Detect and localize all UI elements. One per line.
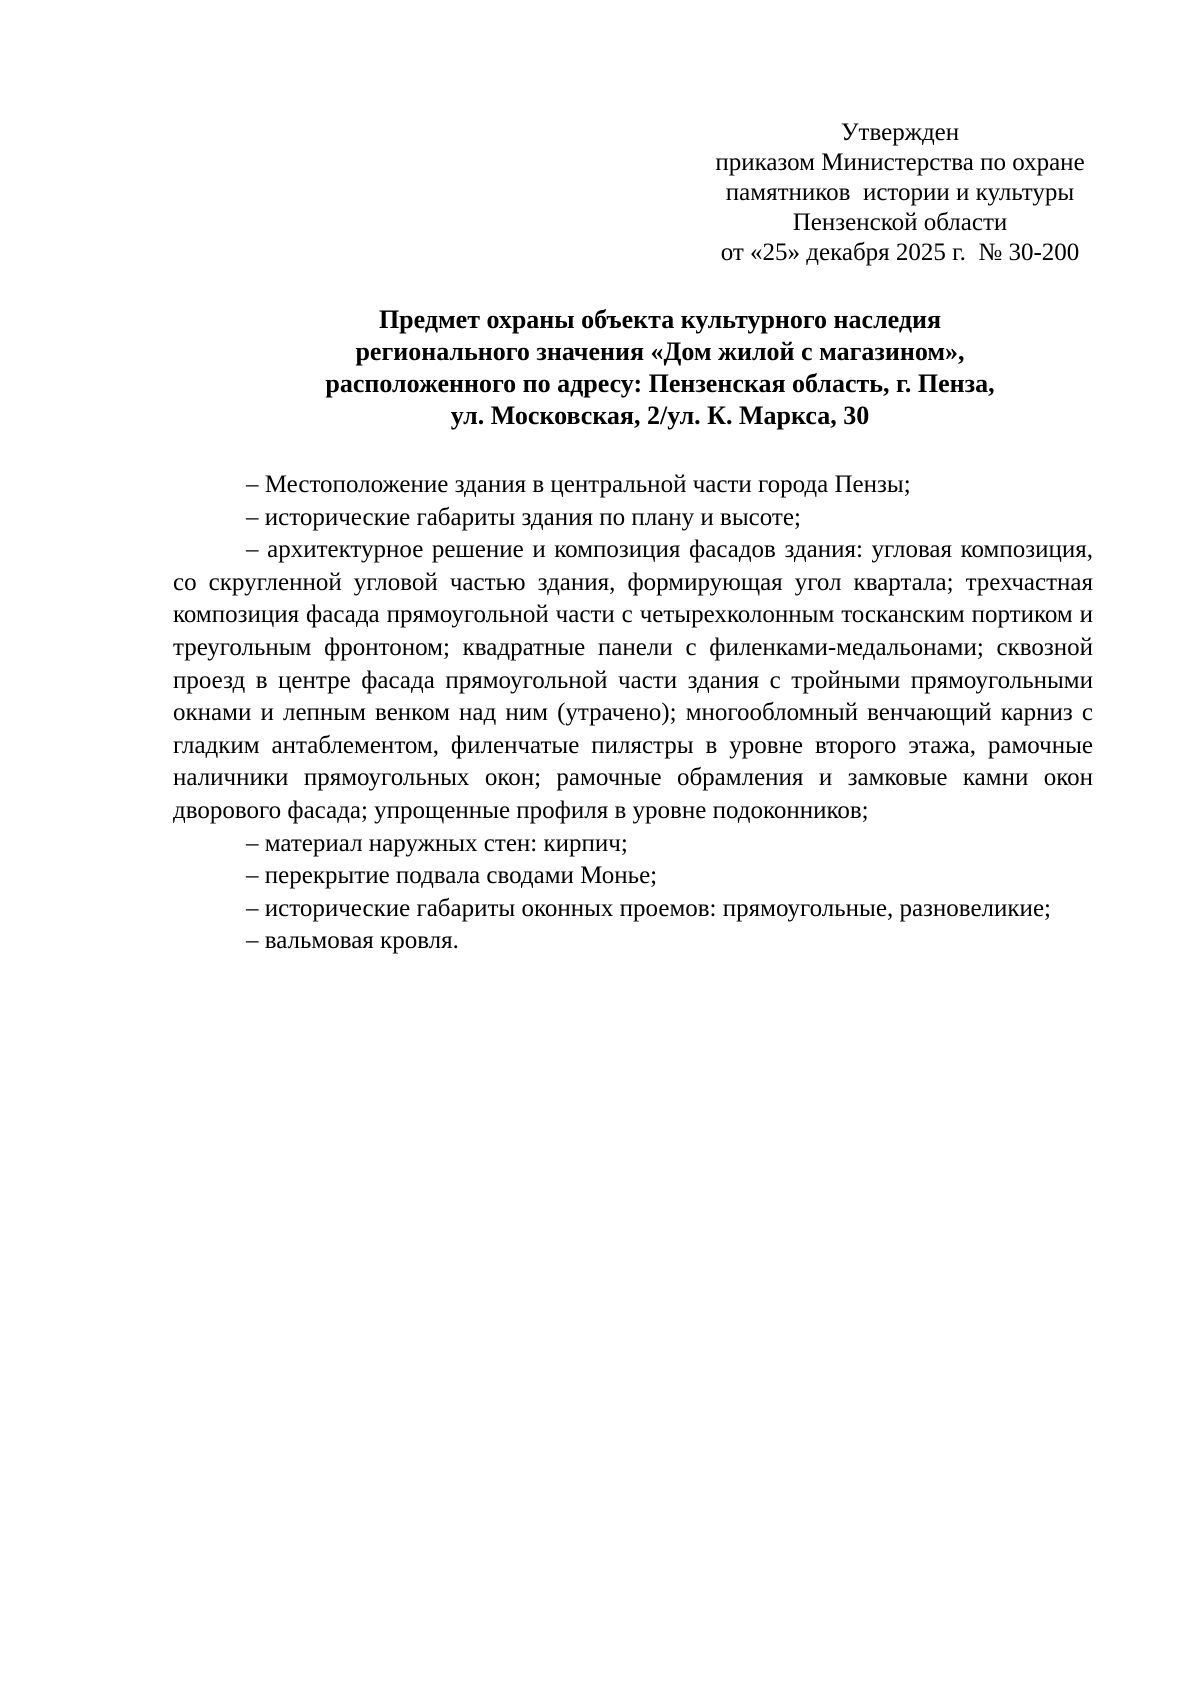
list-item-roof: – вальмовая кровля. [246,927,459,955]
list-item-wall-material: – материал наружных стен: кирпич; [246,829,628,857]
approval-line-order: приказом Министерства по охране [715,149,1085,176]
list-item-basement-ceiling: – перекрытие подвала сводами Монье; [246,862,658,890]
approval-line-region: Пензенской области [792,209,1008,236]
title-line-1: Предмет охраны объекта культурного наследия [378,305,942,334]
title-line-4: ул. Московская, 2/ул. К. Маркса, 30 [450,401,870,430]
title-line-3: расположенного по адресу: Пензенская область, г. Пенза, [325,369,995,398]
protection-items-list [173,469,1093,958]
list-item-dimensions: – исторические габариты здания по плану и высоте; [246,503,801,531]
document-title [250,304,1070,432]
approval-line-date-number: от «25» декабря 2025 г. № 30-200 [720,239,1080,266]
list-item-architecture: – архитектурное решение и композиция фасадов здания: угловая композиция, со скругленной угловой частью здания, формирующая угол квартала; трехчастная композиция фасада прямоугольной части с четырехколонным тосканским портиком и треугольным фронтоном; квадратные панели с филенками-медальонами; сквозной проезд в центре фасада прямоугольной части здания с тройными прямоугольными окнами и лепным венком над ним (утрачено); многообломный венчающий карниз с гладким антаблементом, филенчатые пилястры в уровне второго этажа, рамочные наличники прямоугольных окон; рамочные обрамления и замковые камни окон дворового фасада; упрощенные профиля в уровне подоконников; [173,536,1093,824]
list-item-location: – Местоположение здания в центральной части города Пензы; [246,471,911,498]
list-item-window-openings: – исторические габариты оконных проемов: прямоугольные, разновеликие; [246,894,1051,922]
approval-block [680,118,1120,268]
title-line-2: регионального значения «Дом жилой с магазином», [355,337,965,366]
approval-line-monuments: памятников истории и культуры [725,179,1075,206]
approval-line-approved: Утвержден [840,119,960,146]
